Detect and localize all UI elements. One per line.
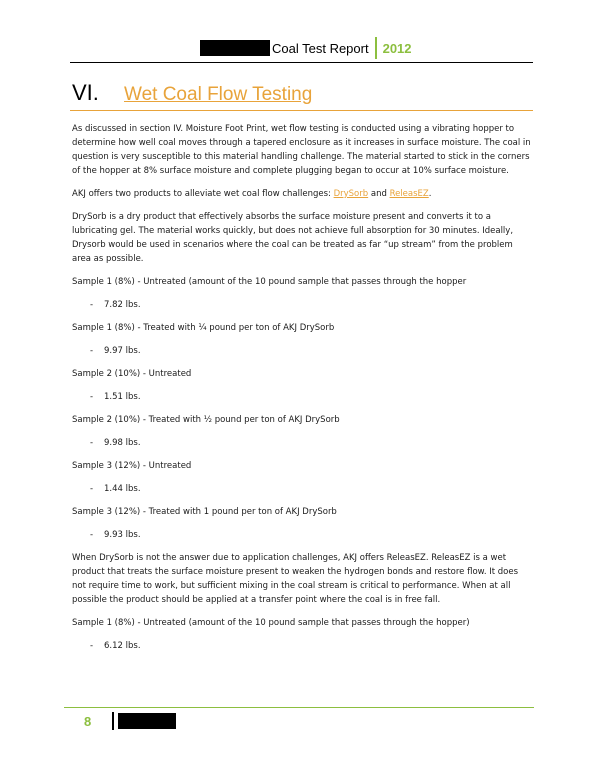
sample-value: 7.82 lbs. [104,300,141,310]
intro-paragraph: As discussed in section IV. Moisture Foot Print, wet flow testing is conducted using a vibrating hopper to determine how well coal moves through a tapered enclosure as it increases in surface moisture. The coal in question is very susceptible to this material handling challenge. The material started to stick in the corners of the hopper at 8% surface moisture and complete plugging began to occur at 10% surface moisture. [72,124,531,176]
sample-label: Sample 3 (12%) - Treated with 1 pound per ton of AKJ DrySorb [72,507,337,517]
releasez-link[interactable]: ReleasEZ [389,189,429,199]
offers-paragraph [72,187,532,201]
sample-result [90,482,532,496]
footer-rule [64,707,534,708]
sample-result [90,528,532,542]
sample-value: 6.12 lbs. [104,641,141,651]
section-title: Wet Coal Flow Testing [124,84,313,105]
header-year: 2012 [382,40,412,56]
document-body [72,122,532,662]
drysorb-paragraph: DrySorb is a dry product that effectively absorbs the surface moisture present and converts it to a lubricating gel. The material works quickly, but does not achieve full absorption for 30 minutes. Ideally, Drysorb would be used in scenarios where the coal can be treated as far “up stream” from the problem area as possible. [72,212,514,264]
page-header [200,38,412,58]
bullet-dash: - [90,641,94,651]
sample-result [90,298,532,312]
redaction-block [118,713,176,729]
sample-label: Sample 2 (10%) - Untreated [72,369,192,379]
bullet-dash: - [90,392,94,402]
sample-result [90,639,532,653]
sample-label: Sample 1 (8%) - Untreated (amount of the 10 pound sample that passes through the hopper) [72,618,470,628]
sample-label: Sample 2 (10%) - Treated with ½ pound per ton of AKJ DrySorb [72,415,340,425]
sample-value: 9.97 lbs. [104,346,141,356]
page-number: 8 [84,713,92,729]
sample-label: Sample 3 (12%) - Untreated [72,461,192,471]
bullet-dash: - [90,530,94,540]
bullet-dash: - [90,438,94,448]
page-footer [84,712,176,730]
header-title: Coal Test Report [272,40,369,56]
offers-and: and [368,189,390,199]
offers-prefix: AKJ offers two products to alleviate wet coal flow challenges: [72,189,334,199]
footer-divider [112,712,114,730]
sample-label: Sample 1 (8%) - Treated with ¼ pound per ton of AKJ DrySorb [72,323,335,333]
bullet-dash: - [90,300,94,310]
sample-value: 9.98 lbs. [104,438,141,448]
sample-value: 1.51 lbs. [104,392,141,402]
bullet-dash: - [90,346,94,356]
sample-label: Sample 1 (8%) - Untreated (amount of the 10 pound sample that passes through the hopper [72,277,467,287]
drysorb-samples [72,275,532,542]
section-number: VI. [72,80,99,105]
releasez-paragraph: When DrySorb is not the answer due to application challenges, AKJ offers ReleasEZ. ReleasEZ is a wet product that treats the surface moisture present to weaken the hydrogen bonds and restore flow. It does not require time to work, but sufficient mixing in the coal stream is critical to performance. When at all possible the product should be applied at a transfer point where the coal is in free fall. [72,553,519,605]
sample-value: 9.93 lbs. [104,530,141,540]
redaction-block [200,40,270,56]
bullet-dash: - [90,484,94,494]
sample-result [90,436,532,450]
sample-result [90,390,532,404]
header-rule [70,62,533,63]
section-heading [72,80,312,106]
drysorb-link[interactable]: DrySorb [333,189,369,199]
header-divider [375,37,377,59]
sample-result [90,344,532,358]
section-rule [70,110,533,111]
releasez-samples [72,616,532,653]
sample-value: 1.44 lbs. [104,484,141,494]
offers-suffix: . [428,189,432,199]
